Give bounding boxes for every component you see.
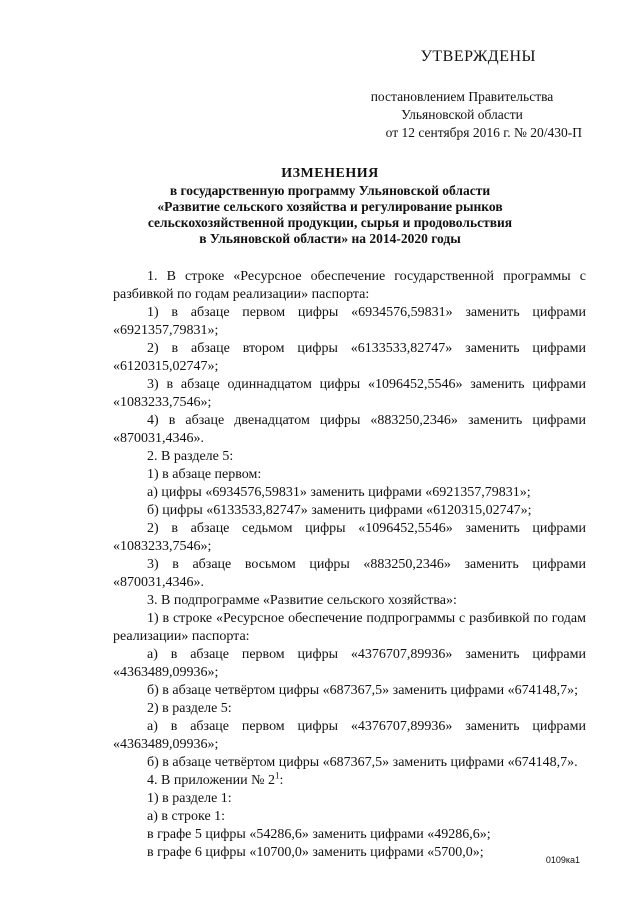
paragraph: 4) в абзаце двенадцатом цифры «883250,2346» заменить цифрами «870031,4346».	[113, 413, 586, 446]
paragraph: б) в абзаце четвёртом цифры «687367,5» заменить цифрами «674148,7».	[147, 755, 578, 770]
paragraph: 1) в абзаце первом цифры «6934576,59831» заменить цифрами «6921357,79831»;	[113, 305, 586, 338]
paragraph: 2. В разделе 5:	[147, 449, 234, 464]
approval-title: УТВЕРЖДЕНЫ	[420, 48, 536, 65]
paragraph: б) в абзаце четвёртом цифры «687367,5» заменить цифрами «674148,7»;	[147, 683, 578, 698]
approval-line-2: Ульяновской области	[401, 107, 523, 122]
paragraph: 1) в абзаце первом:	[147, 467, 262, 482]
heading-line-2: «Развитие сельского хозяйства и регулирование рынков	[157, 199, 503, 214]
paragraph: 1. В строке «Ресурсное обеспечение государственной программы с разбивкой по годам реализации» паспорта:	[113, 269, 586, 302]
paragraph: 3) в абзаце одиннадцатом цифры «1096452,5546» заменить цифрами «1083233,7546»;	[113, 377, 586, 410]
paragraph: 2) в абзаце втором цифры «6133533,82747» заменить цифрами «6120315,02747»;	[113, 341, 586, 374]
heading-line-3: сельскохозяйственной продукции, сырья и продовольствия	[147, 215, 513, 230]
heading-line-4: в Ульяновской области» на 2014-2020 годы	[199, 231, 461, 246]
document-heading	[110, 166, 550, 247]
paragraph: а) в абзаце первом цифры «4376707,89936» заменить цифрами «4363489,09936»;	[113, 647, 586, 680]
paragraph: а) цифры «6934576,59831» заменить цифрами «6921357,79831»;	[147, 485, 531, 500]
paragraph: в графе 6 цифры «10700,0» заменить цифрами «5700,0»;	[147, 845, 484, 860]
approval-block	[342, 48, 582, 142]
paragraph-suffix: :	[279, 773, 284, 788]
paragraph-text: 4. В приложении № 2	[147, 773, 275, 788]
heading-line-1: в государственную программу Ульяновской области	[169, 183, 491, 198]
paragraph-superscript: 1	[275, 770, 280, 781]
paragraph: в графе 5 цифры «54286,6» заменить цифрами «49286,6»;	[147, 827, 491, 842]
paragraph: 1) в строке «Ресурсное обеспечение подпрограммы с разбивкой по годам реализации» паспорта:	[113, 611, 586, 644]
footer-code: 0109ка1	[545, 855, 580, 865]
document-body	[113, 268, 586, 862]
approval-line-3: от 12 сентября 2016 г. № 20/430-П	[385, 125, 582, 140]
paragraph: 3. В подпрограмме «Развитие сельского хозяйства»:	[147, 593, 457, 608]
paragraph: а) в строке 1:	[147, 809, 226, 824]
paragraph: 2) в разделе 5:	[147, 701, 232, 716]
paragraph: 1) в разделе 1:	[147, 791, 232, 806]
paragraph: 2) в абзаце седьмом цифры «1096452,5546» заменить цифрами «1083233,7546»;	[113, 521, 586, 554]
paragraph	[113, 772, 586, 790]
paragraph: а) в абзаце первом цифры «4376707,89936» заменить цифрами «4363489,09936»;	[113, 719, 586, 752]
approval-line-1: постановлением Правительства	[370, 89, 554, 104]
paragraph: б) цифры «6133533,82747» заменить цифрами «6120315,02747»;	[147, 503, 532, 518]
paragraph: 3) в абзаце восьмом цифры «883250,2346» заменить цифрами «870031,4346».	[113, 557, 586, 590]
heading-main: ИЗМЕНЕНИЯ	[281, 166, 379, 181]
